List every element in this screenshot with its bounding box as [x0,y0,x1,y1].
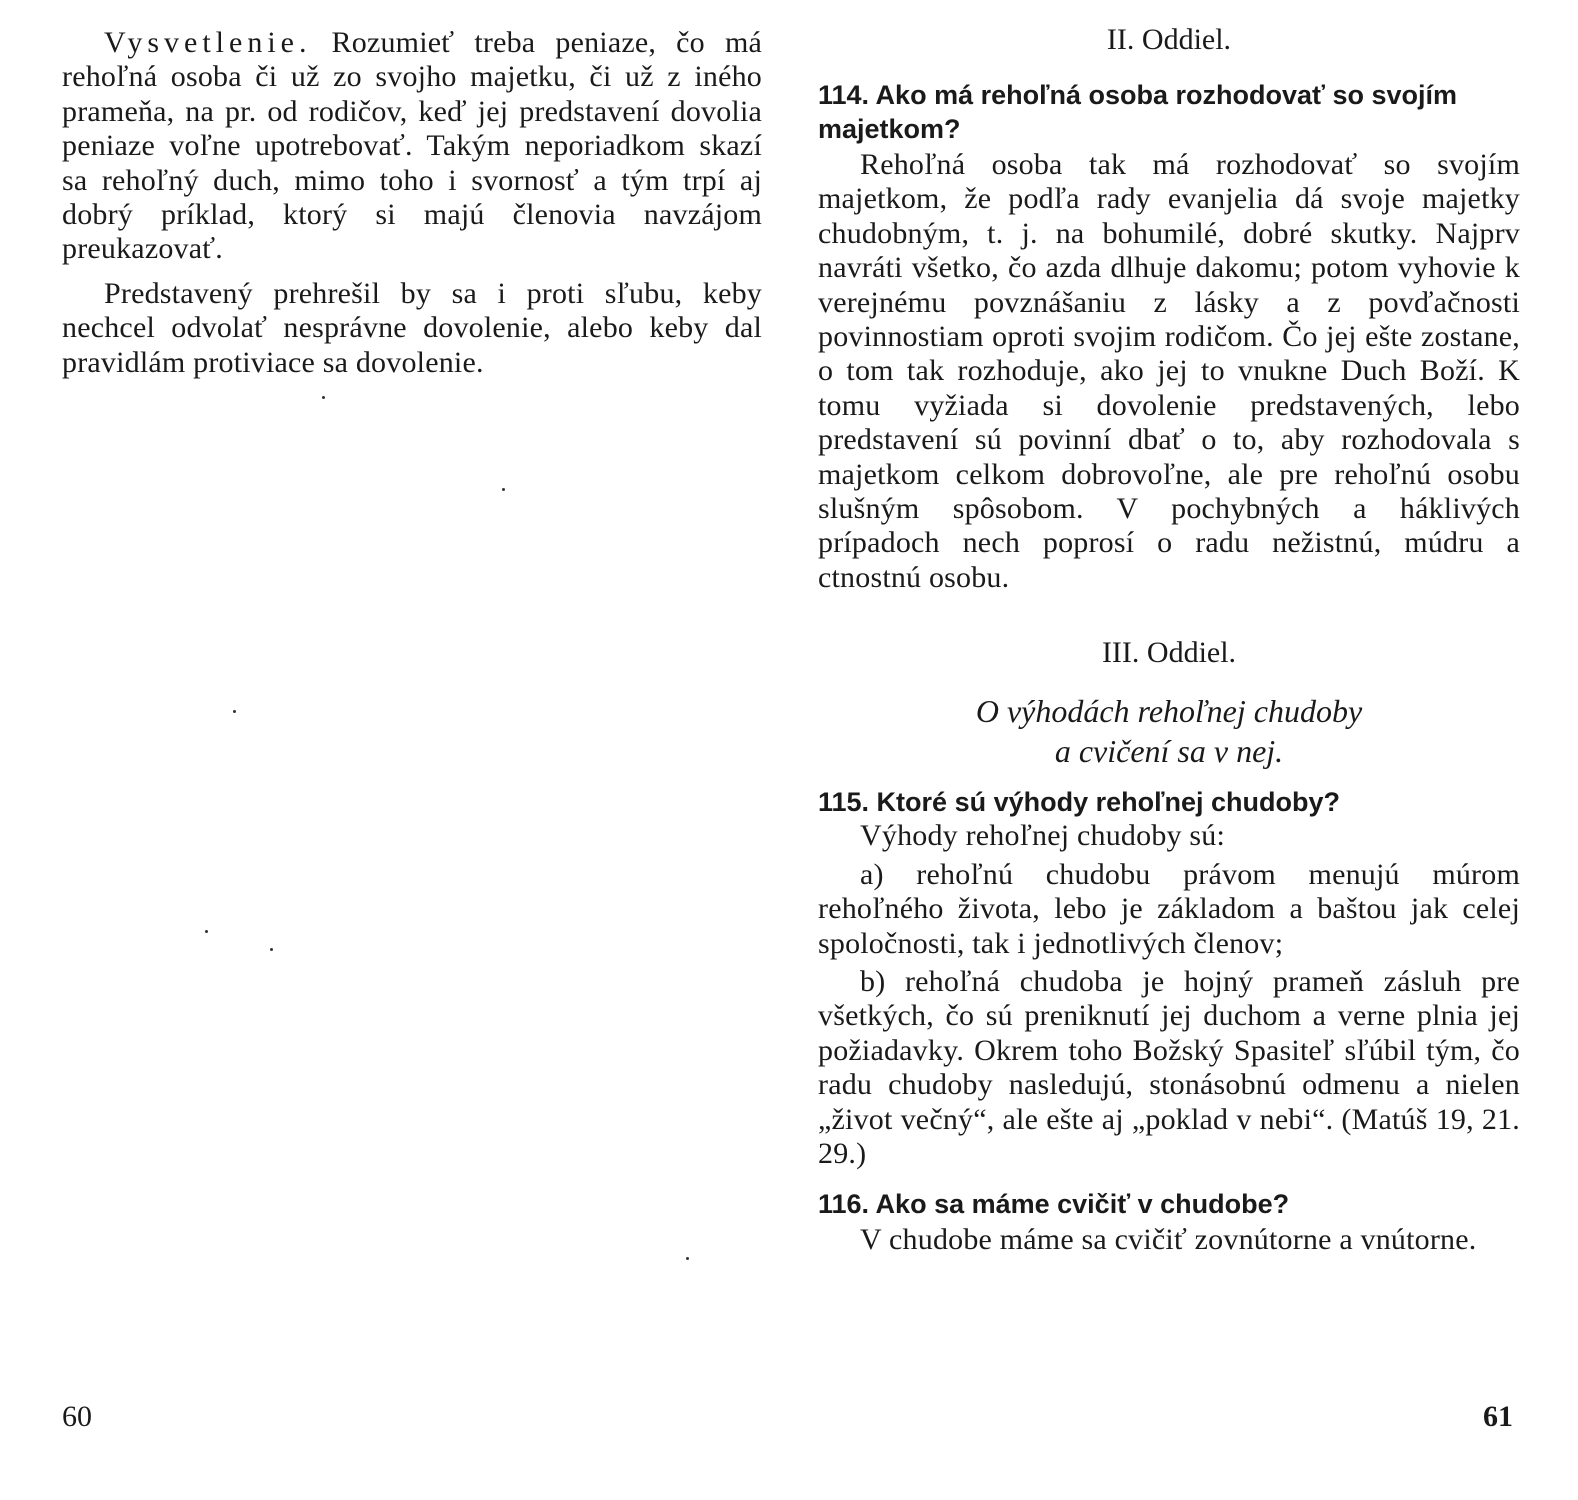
answer-114: Rehoľná osoba tak má rozhodovať so svojím majetkom, že podľa rady evanjelia dá svoje majetky chudobným, t. j. na bohumilé, dobré skutky. Najprv navráti všetko, čo azda dlhuje dakomu; potom vyhovie k verejnému povznášaniu z lásky a z povďačnosti povinnostiam oproti svojim rodičom. Čo jej ešte zostane, o tom tak rozhoduje, ako jej to vnukne Duch Boží. K tomu vyžiada si dovolenie predstavených, lebo predstavení sú povinní dbať o to, aby rozhodovala s majetkom celkom dobrovoľne, ale pre rehoľnú osobu slušným spôsobom. V pochybných a háklivých prípadoch nech poprosí o radu nežistnú, múdru a ctnostnú osobu. [818,148,1520,594]
explanation-text: Rozumieť treba peniaze, čo má rehoľná osoba či už zo svojho majetku, či už z iného prameňa, na pr. od rodičov, keď jej predstavení dovolia peniaze voľne upotrebovať. Takým neporiadkom skazí sa rehoľný duch, mimo toho i svornosť a tým trpí aj dobrý príklad, ktorý si majú členovia navzájom preukazovať. [62,26,762,266]
section-2-title: II. Oddiel. [1106,23,1232,56]
scan-speck [270,948,273,951]
answer-115-intro: Výhody rehoľnej chudoby sú: [860,819,1226,853]
page-number-left: 60 [62,1400,92,1433]
left-page [62,0,762,380]
scan-speck [322,396,325,399]
superior-paragraph: Predstavený prehrešil by sa i proti sľubu, keby nechcel odvolať nesprávne dovolenie, alebo keby dal pravidlám protiviace sa dovolenie. [62,276,762,379]
explanation-label: Vysvetlenie. [104,26,312,59]
question-115: 115. Ktoré sú výhody rehoľnej chudoby? [818,787,1341,818]
answer-115-point-b: b) rehoľná chudoba je hojný prameň zásluh pre všetkých, čo sú preniknutí jej duchom a verne plnia jej požiadavky. Okrem toho Božský Spasiteľ sľúbil tým, čo radu chudoby nasledujú, stonásobnú odmenu a nielen „život večný“, ale ešte aj „poklad v nebi“. (Matúš 19, 21. 29.) [818,964,1520,1170]
section-3-subtitle-line1: O výhodách rehoľnej chudoby [975,693,1363,730]
explanation-paragraph [62,26,762,267]
scan-speck [686,1257,689,1260]
question-116: 116. Ako sa máme cvičiť v chudobe? [818,1189,1290,1220]
scan-speck [502,488,505,491]
section-3-subtitle-line2: a cvičení sa v nej. [1054,733,1284,770]
scan-speck [205,930,208,933]
answer-116: V chudobe máme sa cvičiť zovnútorne a vnútorne. [860,1223,1477,1257]
question-114: 114. Ako má rehoľná osoba rozhodovať so svojím majetkom? [818,80,1458,144]
answer-115-point-a: a) rehoľnú chudobu právom menujú múrom rehoľného života, lebo je základom a baštou jak celej spoločnosti, tak i jednotlivých členov; [818,857,1520,960]
scan-speck [233,710,236,713]
section-3-title: III. Oddiel. [1101,636,1237,670]
page-number-right: 61 [1483,1400,1513,1433]
right-page [818,0,1520,1258]
